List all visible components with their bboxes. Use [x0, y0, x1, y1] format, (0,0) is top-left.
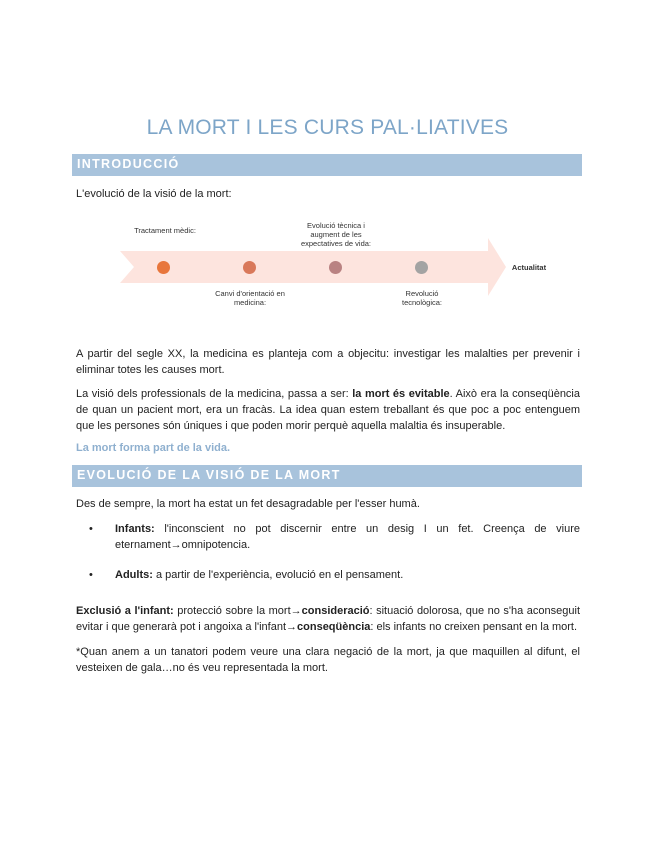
- list-item: [76, 567, 580, 583]
- section-header-label: INTRODUCCIÓ: [77, 157, 180, 171]
- paragraph-exclusio: [76, 603, 580, 635]
- timeline-label-revolucio: Revolució tecnològica:: [401, 289, 443, 307]
- paragraph-text: La visió dels professionals de la medicina, passa a ser:: [76, 388, 353, 400]
- timeline-label-evolucio-tecnica: Evolució tècnica i augment de les expectatives de vida:: [300, 221, 372, 248]
- paragraph-text: : els infants no creixen pensant en la mort.: [370, 621, 578, 633]
- page-title: LA MORT I LES CURS PAL·LIATIVES: [146, 116, 509, 139]
- bullet-label: Infants:: [115, 523, 155, 535]
- paragraph-text: : situació dolorosa, que no s'ha aconseguit evitar i que generarà pot i angoixa a l'infant→: [76, 605, 581, 633]
- paragraph-segle-xx: A partir del segle XX, la medicina es planteja com a objecitu: investigar les malalties per prevenir i eliminar totes les causes mort.: [76, 348, 580, 376]
- timeline-label-canvi-orientacio: Canvi d'orientació en medicina:: [215, 289, 285, 307]
- paragraph-text: . Això era la conseqüència de quan un pacient mort, era un fracàs. La idea quan estem treballant és que poc a poc entenguem que les persones són úniques i que poden morir perquè aquella malaltia és insuperable.: [76, 388, 580, 432]
- bullet-icon: •: [89, 569, 93, 581]
- bullet-list: [76, 521, 580, 583]
- intro-lead: L'evolució de la visió de la mort:: [76, 188, 232, 200]
- accent-line: La mort forma part de la vida.: [76, 442, 231, 454]
- timeline-dot-4: [415, 261, 428, 274]
- emphasis-consequencia: conseqüència: [297, 621, 371, 633]
- emphasis-consideracio: consideració: [301, 605, 370, 617]
- note-tanatori: *Quan anem a un tanatori podem veure una clara negació de la mort, ja que maquillen al difunt, el vesteixen de gala…no és veu representada la mort.: [76, 646, 580, 674]
- timeline-dot-1: [157, 261, 170, 274]
- timeline-label-tractament: Tractament mèdic:: [134, 226, 196, 235]
- paragraph-visio-professionals: [76, 386, 580, 434]
- section-header-evolucio: [72, 465, 582, 487]
- timeline-label-actualitat: Actualitat: [511, 263, 547, 272]
- evolucio-lead: Des de sempre, la mort ha estat un fet desagradable per l'esser humà.: [76, 498, 420, 510]
- bullet-label: Adults:: [115, 569, 153, 581]
- section-header-introduccio: [72, 154, 582, 176]
- bullet-icon: •: [89, 523, 93, 535]
- timeline-dot-3: [329, 261, 342, 274]
- bullet-text: a partir de l'experiència, evolució en el pensament.: [152, 569, 404, 581]
- exclusio-label: Exclusió a l'infant:: [76, 605, 174, 617]
- timeline-diagram: [120, 213, 560, 313]
- paragraph-text: protecció sobre la mort→: [173, 605, 302, 617]
- bullet-text: l'inconscient no pot discernir entre un desig I un fet. Creença de viure eternament→omnipotencia.: [115, 523, 580, 551]
- emphasis-mort-evitable: la mort és evitable: [352, 388, 450, 400]
- timeline-dot-2: [243, 261, 256, 274]
- list-item: [76, 521, 580, 553]
- section-header-label: EVOLUCIÓ DE LA VISIÓ DE LA MORT: [77, 468, 341, 482]
